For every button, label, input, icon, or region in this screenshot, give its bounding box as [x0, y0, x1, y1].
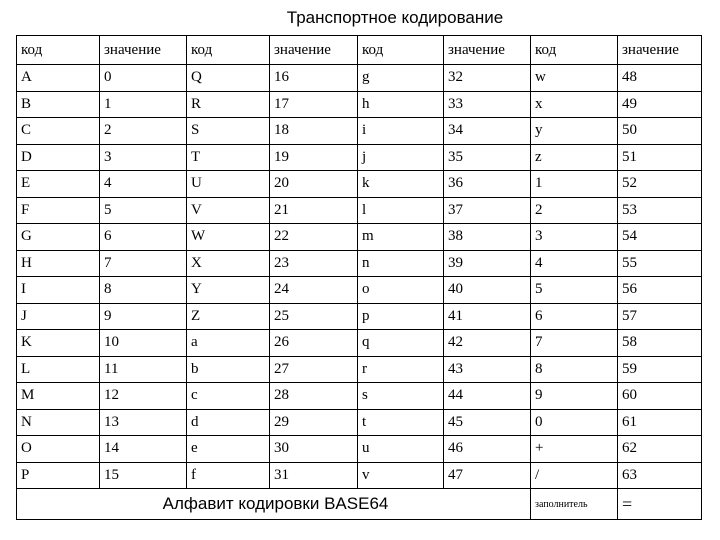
- code-cell: B: [17, 91, 100, 118]
- code-cell: 7: [531, 330, 618, 357]
- value-cell: 15: [100, 462, 187, 489]
- code-cell: F: [17, 197, 100, 224]
- code-cell: U: [187, 171, 270, 198]
- column-header-value: значение: [444, 36, 531, 65]
- table-row: [17, 409, 702, 436]
- code-cell: K: [17, 330, 100, 357]
- table-row: [17, 144, 702, 171]
- value-cell: 33: [444, 91, 531, 118]
- value-cell: 13: [100, 409, 187, 436]
- value-cell: 8: [100, 277, 187, 304]
- code-cell: A: [17, 65, 100, 92]
- code-cell: x: [531, 91, 618, 118]
- value-cell: 21: [270, 197, 358, 224]
- value-cell: 16: [270, 65, 358, 92]
- column-header-code: код: [358, 36, 444, 65]
- value-cell: 24: [270, 277, 358, 304]
- value-cell: 62: [618, 436, 702, 463]
- value-cell: 39: [444, 250, 531, 277]
- value-cell: 27: [270, 356, 358, 383]
- code-cell: O: [17, 436, 100, 463]
- column-header-value: значение: [618, 36, 702, 65]
- code-cell: D: [17, 144, 100, 171]
- table-header-row: [17, 36, 702, 65]
- table-row: [17, 224, 702, 251]
- code-cell: m: [358, 224, 444, 251]
- code-cell: /: [531, 462, 618, 489]
- code-cell: Z: [187, 303, 270, 330]
- code-cell: 4: [531, 250, 618, 277]
- table-row: [17, 303, 702, 330]
- value-cell: 55: [618, 250, 702, 277]
- value-cell: 10: [100, 330, 187, 357]
- code-cell: C: [17, 118, 100, 145]
- column-header-value: значение: [270, 36, 358, 65]
- code-cell: f: [187, 462, 270, 489]
- value-cell: 35: [444, 144, 531, 171]
- code-cell: z: [531, 144, 618, 171]
- code-cell: X: [187, 250, 270, 277]
- value-cell: 1: [100, 91, 187, 118]
- value-cell: 56: [618, 277, 702, 304]
- value-cell: 25: [270, 303, 358, 330]
- value-cell: 3: [100, 144, 187, 171]
- value-cell: 54: [618, 224, 702, 251]
- value-cell: 58: [618, 330, 702, 357]
- code-cell: o: [358, 277, 444, 304]
- code-cell: e: [187, 436, 270, 463]
- value-cell: 49: [618, 91, 702, 118]
- value-cell: 32: [444, 65, 531, 92]
- table-row: [17, 171, 702, 198]
- code-cell: Y: [187, 277, 270, 304]
- code-cell: L: [17, 356, 100, 383]
- code-cell: b: [187, 356, 270, 383]
- value-cell: 52: [618, 171, 702, 198]
- table-caption: Алфавит кодировки BASE64: [17, 489, 531, 520]
- padding-value: =: [618, 489, 702, 520]
- code-cell: 9: [531, 383, 618, 410]
- page-title: Транспортное кодирование: [286, 8, 504, 27]
- value-cell: 22: [270, 224, 358, 251]
- code-cell: E: [17, 171, 100, 198]
- value-cell: 60: [618, 383, 702, 410]
- code-cell: a: [187, 330, 270, 357]
- code-cell: n: [358, 250, 444, 277]
- table-row: [17, 436, 702, 463]
- value-cell: 26: [270, 330, 358, 357]
- value-cell: 46: [444, 436, 531, 463]
- code-cell: H: [17, 250, 100, 277]
- value-cell: 51: [618, 144, 702, 171]
- value-cell: 31: [270, 462, 358, 489]
- code-cell: Q: [187, 65, 270, 92]
- table-row: [17, 356, 702, 383]
- value-cell: 44: [444, 383, 531, 410]
- code-cell: M: [17, 383, 100, 410]
- column-header-code: код: [17, 36, 100, 65]
- table-row: [17, 65, 702, 92]
- padding-label: заполнитель: [531, 489, 618, 520]
- code-cell: S: [187, 118, 270, 145]
- value-cell: 23: [270, 250, 358, 277]
- table-row: [17, 277, 702, 304]
- code-cell: I: [17, 277, 100, 304]
- code-cell: R: [187, 91, 270, 118]
- table-row: [17, 462, 702, 489]
- code-cell: v: [358, 462, 444, 489]
- value-cell: 11: [100, 356, 187, 383]
- value-cell: 38: [444, 224, 531, 251]
- value-cell: 40: [444, 277, 531, 304]
- table-row: [17, 91, 702, 118]
- code-cell: y: [531, 118, 618, 145]
- value-cell: 18: [270, 118, 358, 145]
- code-cell: t: [358, 409, 444, 436]
- value-cell: 42: [444, 330, 531, 357]
- value-cell: 61: [618, 409, 702, 436]
- table-row: [17, 250, 702, 277]
- code-cell: 6: [531, 303, 618, 330]
- code-cell: T: [187, 144, 270, 171]
- value-cell: 7: [100, 250, 187, 277]
- code-cell: w: [531, 65, 618, 92]
- code-cell: p: [358, 303, 444, 330]
- code-cell: r: [358, 356, 444, 383]
- code-cell: j: [358, 144, 444, 171]
- value-cell: 47: [444, 462, 531, 489]
- value-cell: 36: [444, 171, 531, 198]
- code-cell: s: [358, 383, 444, 410]
- value-cell: 43: [444, 356, 531, 383]
- table-row: [17, 118, 702, 145]
- code-cell: 0: [531, 409, 618, 436]
- code-cell: J: [17, 303, 100, 330]
- code-cell: 3: [531, 224, 618, 251]
- column-header-code: код: [187, 36, 270, 65]
- base64-alphabet-table: [16, 35, 702, 520]
- code-cell: l: [358, 197, 444, 224]
- value-cell: 12: [100, 383, 187, 410]
- value-cell: 45: [444, 409, 531, 436]
- value-cell: 17: [270, 91, 358, 118]
- value-cell: 30: [270, 436, 358, 463]
- code-cell: P: [17, 462, 100, 489]
- code-cell: d: [187, 409, 270, 436]
- value-cell: 5: [100, 197, 187, 224]
- code-cell: 2: [531, 197, 618, 224]
- code-cell: k: [358, 171, 444, 198]
- value-cell: 28: [270, 383, 358, 410]
- code-cell: W: [187, 224, 270, 251]
- value-cell: 34: [444, 118, 531, 145]
- code-cell: 8: [531, 356, 618, 383]
- value-cell: 50: [618, 118, 702, 145]
- code-cell: q: [358, 330, 444, 357]
- column-header-code: код: [531, 36, 618, 65]
- table-row: [17, 383, 702, 410]
- value-cell: 2: [100, 118, 187, 145]
- value-cell: 6: [100, 224, 187, 251]
- code-cell: g: [358, 65, 444, 92]
- value-cell: 14: [100, 436, 187, 463]
- code-cell: c: [187, 383, 270, 410]
- value-cell: 57: [618, 303, 702, 330]
- code-cell: u: [358, 436, 444, 463]
- value-cell: 53: [618, 197, 702, 224]
- value-cell: 4: [100, 171, 187, 198]
- value-cell: 0: [100, 65, 187, 92]
- code-cell: i: [358, 118, 444, 145]
- code-cell: N: [17, 409, 100, 436]
- code-cell: h: [358, 91, 444, 118]
- table-footer-row: [17, 489, 702, 520]
- code-cell: G: [17, 224, 100, 251]
- value-cell: 9: [100, 303, 187, 330]
- table-row: [17, 197, 702, 224]
- value-cell: 29: [270, 409, 358, 436]
- value-cell: 48: [618, 65, 702, 92]
- value-cell: 63: [618, 462, 702, 489]
- value-cell: 37: [444, 197, 531, 224]
- code-cell: +: [531, 436, 618, 463]
- code-cell: 5: [531, 277, 618, 304]
- table-row: [17, 330, 702, 357]
- value-cell: 41: [444, 303, 531, 330]
- value-cell: 20: [270, 171, 358, 198]
- value-cell: 19: [270, 144, 358, 171]
- column-header-value: значение: [100, 36, 187, 65]
- code-cell: 1: [531, 171, 618, 198]
- value-cell: 59: [618, 356, 702, 383]
- code-cell: V: [187, 197, 270, 224]
